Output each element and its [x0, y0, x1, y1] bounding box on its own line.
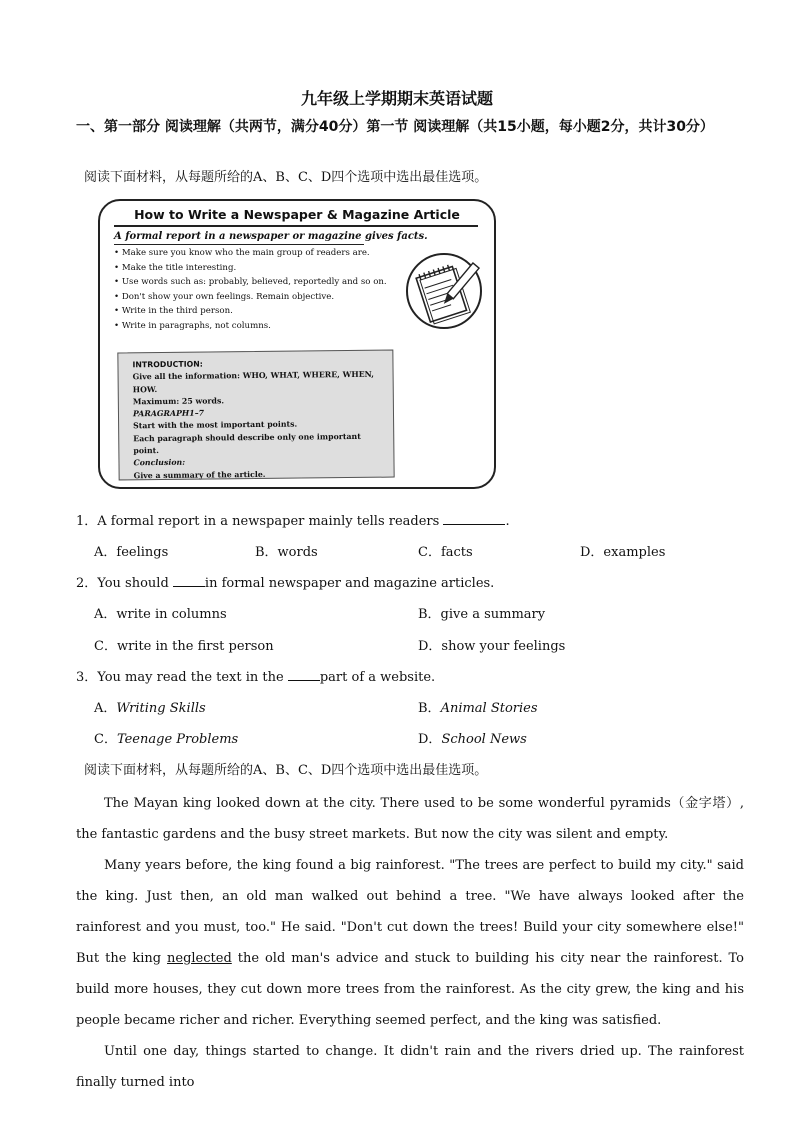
option-c: C．Teenage Problems [94, 732, 239, 747]
question-1 [76, 510, 510, 529]
figure-intro: A formal report in a newspaper or magazine gives facts. [114, 231, 428, 242]
option-c: C．write in the first person [94, 639, 274, 654]
card-line: Each paragraph should describe only one important point. [133, 431, 361, 456]
underlined-word: neglected [167, 951, 232, 966]
article-guide-figure [98, 199, 496, 489]
question-2 [76, 572, 494, 591]
question-stem: 2．You should [76, 576, 169, 591]
option-a: A．write in columns [94, 607, 227, 622]
figure-bullet: • Make sure you know who the main group of readers are. [114, 246, 387, 261]
option-b: B．words [255, 545, 318, 560]
card-line: Maximum: 25 words. [132, 396, 225, 407]
option-d: D．School News [418, 732, 527, 747]
question-stem-end: part of a website. [319, 670, 436, 685]
option-d: D．show your feelings [418, 639, 566, 654]
answer-blank [443, 511, 505, 525]
figure-bullet: • Use words such as: probably, believed, reportedly and so on. [114, 275, 387, 290]
option-a: A．feelings [94, 545, 169, 560]
figure-intro-rule [114, 244, 364, 245]
question-stem-end: . [505, 514, 510, 529]
question-stem: 1．A formal report in a newspaper mainly tells readers [76, 514, 440, 529]
figure-bullet-list [114, 246, 387, 334]
question-stem: 3．You may read the text in the [76, 670, 284, 685]
section-heading: 一、第一部分 阅读理解（共两节，满分40分）第一节 阅读理解（共15小题，每小题2分，共计30分） [76, 119, 714, 135]
card-line: Give all the information: WHO, WHAT, WHERE, WHEN, HOW. [132, 370, 375, 394]
answer-blank [173, 573, 205, 587]
card-heading: PARAGRAPH1–7 [132, 408, 205, 419]
figure-bullet: • Make the title interesting. [114, 261, 387, 276]
passage-paragraph: Many years before, the king found a big rainforest. "The trees are perfect to build my city." said the king. Just then, an old man walked out behind a tree. "We have always looked after the rainforest and you must, too." He said. "Don't cut down the trees! Build your city somewhere else!" But the king neglected the old man's advice and stuck to building his city near the rainforest. To build more houses, they cut down more trees from the rainforest. As the city grew, the king and his people became richer and richer. Everything seemed perfect, and the king was satisfied. [76, 858, 745, 1028]
answer-blank [288, 667, 320, 681]
figure-bullet: • Don't show your own feelings. Remain objective. [114, 290, 387, 305]
option-b: B．Animal Stories [418, 701, 538, 716]
option-d: D．examples [580, 545, 666, 560]
figure-title: How to Write a Newspaper & Magazine Article [134, 207, 460, 222]
reading-instruction: 阅读下面材料，从每题所给的A、B、C、D四个选项中选出最佳选项。 [84, 170, 488, 185]
card-line: Give a summary of the article. [133, 469, 266, 480]
reading-passage [76, 788, 744, 1098]
figure-bullet: • Write in paragraphs, not columns. [114, 319, 387, 334]
exam-title: 九年级上学期期末英语试题 [300, 89, 493, 108]
option-b: B．give a summary [418, 607, 546, 622]
passage-paragraph: Until one day, things started to change. It didn't rain and the rivers dried up. The rainforest finally turned into [76, 1044, 744, 1090]
option-c: C．facts [418, 545, 473, 560]
question-stem-end: in formal newspaper and magazine articles. [204, 576, 495, 591]
card-heading: INTRODUCTION: [132, 359, 203, 370]
figure-title-rule [114, 225, 478, 227]
article-structure-card [117, 350, 394, 481]
card-heading: Conclusion: [133, 458, 186, 468]
option-a: A．Writing Skills [94, 701, 206, 716]
figure-bullet: • Write in the third person. [114, 304, 387, 319]
passage-paragraph: The Mayan king looked down at the city. There used to be some wonderful pyramids（金字塔）, the fantastic gardens and the busy street markets. But now the city was silent and empty. [76, 796, 744, 842]
question-3 [76, 666, 435, 685]
reading-instruction-2: 阅读下面材料，从每题所给的A、B、C、D四个选项中选出最佳选项。 [84, 763, 488, 778]
card-line: Start with the most important points. [133, 420, 298, 431]
notebook-pen-icon [404, 251, 484, 331]
